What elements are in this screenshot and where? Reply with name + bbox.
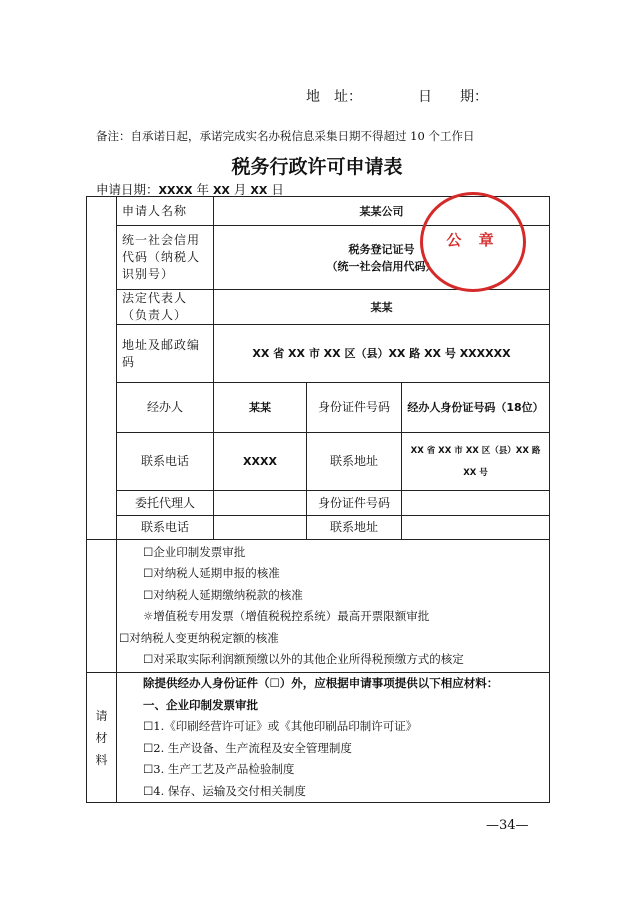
item-option[interactable]: ☐对纳税人变更纳税定额的核准 (119, 630, 279, 645)
legal-rep-value: 某某 (214, 290, 550, 325)
item-option[interactable]: ☐对纳税人延期缴纳税款的核准 (143, 587, 303, 602)
items-side-cell (87, 540, 117, 673)
item-option[interactable]: ☐对采取实际利润额预缴以外的其他企业所得税预缴方式的核定 (143, 652, 464, 666)
proxy-id-label: 身份证件号码 (307, 491, 402, 516)
address-postcode-label: 地址及邮政编码 (117, 325, 214, 383)
blank-side-cell (87, 197, 117, 540)
item-option[interactable]: ☐对纳税人延期申报的核准 (143, 566, 280, 580)
proxy-phone-value (214, 516, 307, 540)
agent-address-label: 联系地址 (307, 433, 402, 491)
agent-phone-value: XXXX (214, 433, 307, 491)
applicant-name-label: 申请人名称 (117, 197, 214, 226)
materials-section (117, 673, 550, 803)
proxy-value (214, 491, 307, 516)
material-item[interactable]: ☐4. 保存、运输及交付相关制度 (143, 783, 306, 798)
credit-code-value: 税务登记证号 （统一社会信用代码） (214, 226, 550, 290)
date-label: 日 期： (418, 89, 488, 105)
item-option[interactable]: ☐企业印制发票审批 (143, 544, 246, 559)
agent-id-label: 身份证件号码 (307, 383, 402, 433)
materials-subheading: 一、企业印制发票审批 (143, 697, 258, 712)
materials-side-label: 请材料 (87, 673, 117, 803)
proxy-address-value (402, 516, 550, 540)
applicant-name-value: 某某公司 (214, 197, 550, 226)
legal-rep-label: 法定代表人（负责人） (117, 290, 214, 325)
agent-phone-label: 联系电话 (117, 433, 214, 491)
address-postcode-value: XX 省 XX 市 XX 区（县）XX 路 XX 号 XXXXXX (214, 325, 550, 383)
proxy-phone-label: 联系电话 (117, 516, 214, 540)
page-number: —34— (486, 818, 529, 833)
materials-heading: 除提供经办人身份证件（☐）外，应根据申请事项提供以下相应材料： (143, 676, 499, 690)
address-label: 地 址： (306, 89, 362, 105)
apply-date: 申请日期：XXXX 年 XX 月 XX 日 (96, 182, 284, 197)
agent-label: 经办人 (117, 383, 214, 433)
material-item[interactable]: ☐1.《印刷经营许可证》或《其他印刷品印制许可证》 (143, 719, 418, 733)
agent-address-value: XX 省 XX 市 XX 区（县）XX 路 XX 号 (402, 433, 550, 491)
form-title: 税务行政许可申请表 (231, 156, 403, 178)
official-seal (420, 192, 526, 292)
material-item[interactable]: ☐2. 生产设备、生产流程及安全管理制度 (143, 740, 352, 755)
item-option[interactable]: ☼增值税专用发票（增值税税控系统）最高开票限额审批 (143, 609, 430, 623)
agent-value: 某某 (214, 383, 307, 433)
agent-id-value: 经办人身份证号码（18位） (402, 383, 550, 433)
credit-code-label: 统一社会信用代码（纳税人识别号） (117, 226, 214, 290)
note-text: 备注：自承诺日起，承诺完成实名办税信息采集日期不得超过 10 个工作日 (96, 129, 475, 143)
application-items (117, 540, 550, 673)
material-item[interactable]: ☐3. 生产工艺及产品检验制度 (143, 762, 295, 776)
proxy-label: 委托代理人 (117, 491, 214, 516)
proxy-id-value (402, 491, 550, 516)
proxy-address-label: 联系地址 (307, 516, 402, 540)
seal-text: 公 章 (446, 231, 500, 249)
